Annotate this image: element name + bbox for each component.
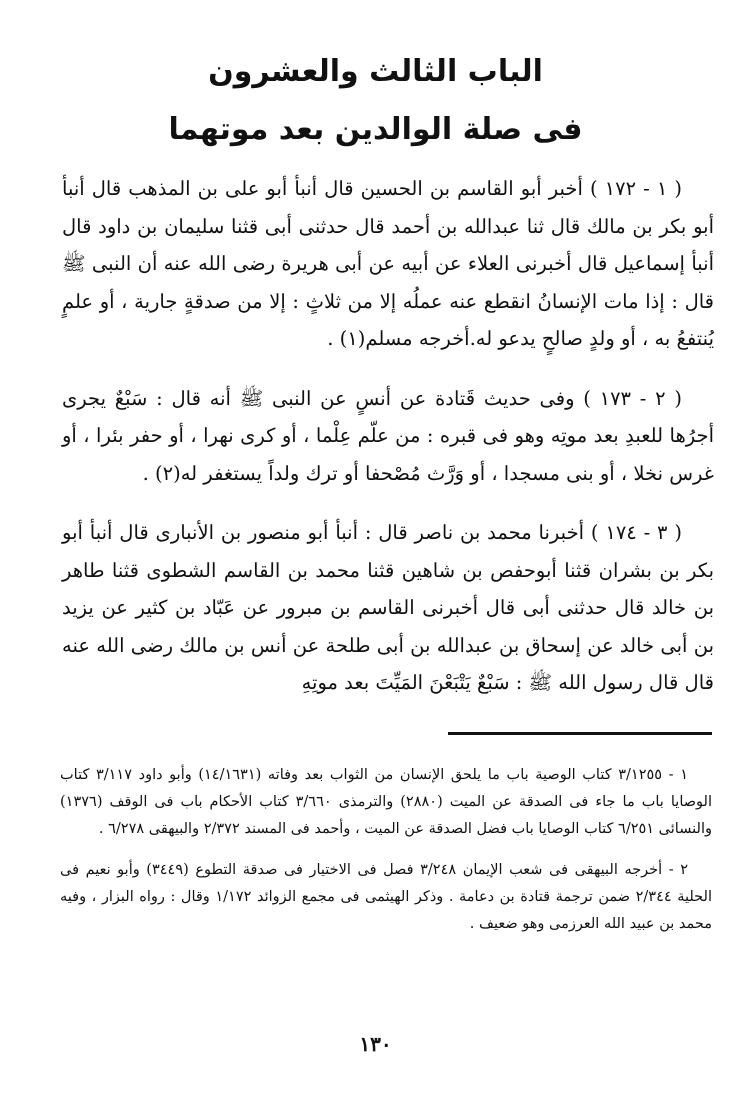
footnote-divider [448,732,712,735]
chapter-title: الباب الثالث والعشرون [208,54,543,89]
footnote: ١ - ٣/١٢٥٥ كتاب الوصية باب ما يلحق الإنسان من الثواب بعد وفاته (١٤/١٦٣١) وأبو داود ٣/١١٧ كتاب الوصايا باب ما جاء فى الصدقة عن الميت (٢٨٨٠) والترمذى ٣/٦٦٠ كتاب الأحكام باب فى الوقف (١٣٧٦) والنسائى ٦/٢٥١ كتاب الوصايا باب فضل الصدقة عن الميت ، وأحمد فى المسند ٢/٣٧٢ والبيهقى ٦/٢٧٨ . [60,767,712,837]
footnotes [60,762,712,952]
hadith-paragraph: ( ١ - ١٧٢ ) أخبر أبو القاسم بن الحسين قال أنبأ أبو على بن المذهب قال أنبأ أبو بكر بن مالك قال ثنا عبدالله بن أحمد قال حدثنى أبى قثنا سليمان بن داود قال أنبأ إسماعيل قال أخبرنى العلاء عن أبيه عن أبى هريرة رضى الله عنه أن النبى ﷺ قال : إذا مات الإنسانُ انقطع عنه عملُه إلا من ثلاثٍ : إلا من صدقةٍ جارية ، أو علمٍ يُنتفعُ به ، أو ولدٍ صالحٍ يدعو له.أخرجه مسلم(١) . [62,177,714,350]
main-text [62,170,714,724]
page-number: ١٣٠ [359,1032,392,1056]
hadith-paragraph: ( ٢ - ١٧٣ ) وفى حديث قَتادة عن أنسٍ عن النبى ﷺ أنه قال : سَبْعٌ يجرى أجرُها للعبدِ بعد موتِه وهو فى قبره : من علّم عِلْما ، أو كرى نهرا ، أو حفر بئرا ، أو غرس نخلا ، أو بنى مسجدا ، أو وَرَّث مُصْحفا أو ترك ولداً يستغفر له(٢) . [62,386,714,485]
footnote: ٢ - أخرجه البيهقى فى شعب الإيمان ٣/٢٤٨ فصل فى الاختيار فى صدقة التطوع (٣٤٤٩) وأبو نعيم فى الحلية ٢/٣٤٤ ضمن ترجمة قتادة بن دعامة . وذكر الهيثمى فى مجمع الزوائد ١/١٧٢ وقال : رواه البزار ، وفيه محمد بن عبيد الله العرزمى وهو ضعيف . [60,862,712,932]
chapter-subtitle: فى صلة الوالدين بعد موتهما [168,112,583,147]
hadith-paragraph: ( ٣ - ١٧٤ ) أخبرنا محمد بن ناصر قال : أنبأ أبو منصور بن الأنبارى قال أنبأ أبو بكر بن بشران قثنا أبوحفص بن شاهين قثنا محمد بن القاسم الشطوى قثنا طاهر بن خالد قال حدثنى أبى قال أخبرنى القاسم بن مبرور عن عَبّاد بن كثير عن يزيد بن أبى خالد عن إسحاق بن عبدالله بن أبى طلحة عن أنس بن مالك رضى الله عنه قال قال رسول الله ﷺ : سَبْعٌ يَتْبَعْنَ المَيِّتَ بعد موتِهِ [62,521,714,694]
